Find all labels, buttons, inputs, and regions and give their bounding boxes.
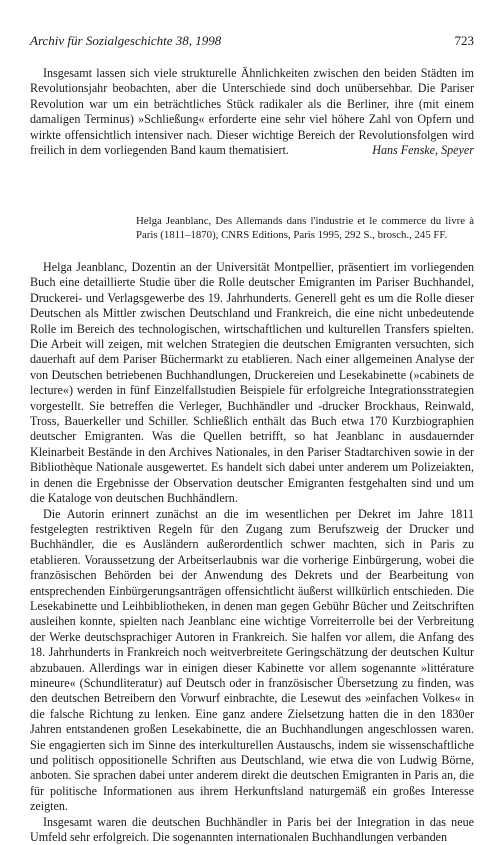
review-paragraph: Helga Jeanblanc, Dozentin an der Universität Montpellier, präsentiert im vorliegenden Buch eine detaillierte Studie über die Rolle deutscher Emigranten im Pariser Buchhandel, Druckerei- und Verlagsgewerbe des 19. Jahrhunderts. Generell geht es um die Rolle dieser Deutschen als Mittler zwischen Deutschland und Frankreich, die eine nicht unbedeutende Rolle im Bereich des technologischen, wirtschaftlichen und kulturellen Transfers spielten. Die Arbeit will zeigen, mit welchen Strategien die deutschen Emigranten versuchten, sich dauerhaft auf dem Pariser Büchermarkt zu etablieren. Nach einer allgemeinen Analyse der von Deutschen betriebenen Buchhandlungen, Druckereien und Lesekabinette (»cabinets de lecture«) werden in fünf Einzelfallstudien Beispiele für erfolgreiche Integrationsstrategien vorgestellt. Sie betreffen die Verleger, Buchhändler und -drucker Brockhaus, Reinwald, Tross, Bauerkeller und Schiller. Schließlich enthält das Buch etwa 170 Kurzbiographien deutscher Emigranten. Was die Quellen betrifft, so hat Jeanblanc in ausdauernder Kleinarbeit Bestände in den Archives Nationales, in den Pariser Stadtarchiven sowie in der Bibliothèque Nationale ausgewertet. Es handelt sich dabei unter anderem um Polizeiakten, in denen die Ergebnisse der Observation deutscher Emigranten festgehalten sind und um die Kataloge von deutschen Buchhändlern. (30, 260, 474, 506)
review-paragraph: Insgesamt waren die deutschen Buchhändler in Paris bei der Integration in das neue Umfeld sehr erfolgreich. Die sogenannten internationalen Buchhandlungen verbanden (30, 814, 474, 845)
page-number: 723 (454, 33, 474, 48)
closing-paragraph (30, 66, 474, 158)
reviewer-signature: Hans Fenske, Speyer (372, 143, 474, 158)
review-paragraph: Die Autorin erinnert zunächst an die im wesentlichen per Dekret im Jahre 1811 festgelegten restriktiven Regeln für den Zugang zum Berufszweig der Drucker und Buchhändler, die es Ausländern außerordentlich schwer machten, sich in Paris zu etablieren. Voraussetzung der Arbeitserlaubnis war die vorherige Einbürgerung, wobei die französischen Behörden bei der Anwendung des Dekrets und der Bearbeitung von entsprechenden Einbürgerungsanträgen offensichtlicht äußerst willkürlich entschieden. Die Lesekabinette und Leihbibliotheken, in denen man gegen Gebühr Bücher und Zeitschriften ausleihen konnte, spielten nach Jeanblanc eine wichtige Vorreiterrolle bei der Verbreitung der Werke deutschsprachiger Autoren in Frankreich. Sie halfen vor allem, die Anfang des 18. Jahrhunderts in Frankreich noch weitverbreitete Geringschätzung der deutschen Kultur abzubauen. Allerdings war in einigen dieser Kabinette vor allem sogenannte »littérature mineure« (Schundliteratur) auf Deutsch oder in französischer Übersetzung zu finden, was den deutschen Betreibern den Vorwurf einbrachte, die Lesewut des »einfachen Volkes« in die falsche Richtung zu lenken. Eine ganz andere Zielsetzung hatten die in den 1830er Jahren entstandenen großen Lesekabinette, die an Buchhandlungen angeschlossen waren. Sie engagierten sich im Sinne des interkulturellen Austauschs, indem sie wissenschaftliche und politisch oppositionelle Schriften aus Deutschland, wie etwa die von Ludwig Börne, anboten. Sie sprachen dabei unter anderem direkt die deutschen Emigranten in Paris an, die für politische Informationen aus ihrem Herkunftsland naturgemäß ein großes Interesse zeigten. (30, 506, 474, 814)
closing-text: Insgesamt lassen sich viele strukturelle Ähnlichkeiten zwischen den beiden Städten im Revolutionsjahr beobachten, aber die Unterschiede sind doch unübersehbar. Die Pariser Revolution war um ein beträchtliches Stück radikaler als die Berliner, ihre (mit einem damaligen Terminus) »Schließung« erforderte eine sehr viel höhere Zahl von Opfern und wirkte offensichtlich intensiver nach. Dieser wichtige Bereich der Revolutionsfolgen wird freilich in dem vorliegenden Band kaum thematisiert. (30, 66, 474, 158)
journal-title: Archiv für Sozialgeschichte 38, 1998 (30, 33, 222, 48)
review-citation: Helga Jeanblanc, Des Allemands dans l'industrie et le commerce du livre à Paris (1811–1870), CNRS Editions, Paris 1995, 292 S., brosch., 245 FF. (136, 215, 474, 241)
review-body (30, 260, 474, 845)
previous-review-ending (30, 66, 474, 158)
running-header (30, 33, 474, 49)
